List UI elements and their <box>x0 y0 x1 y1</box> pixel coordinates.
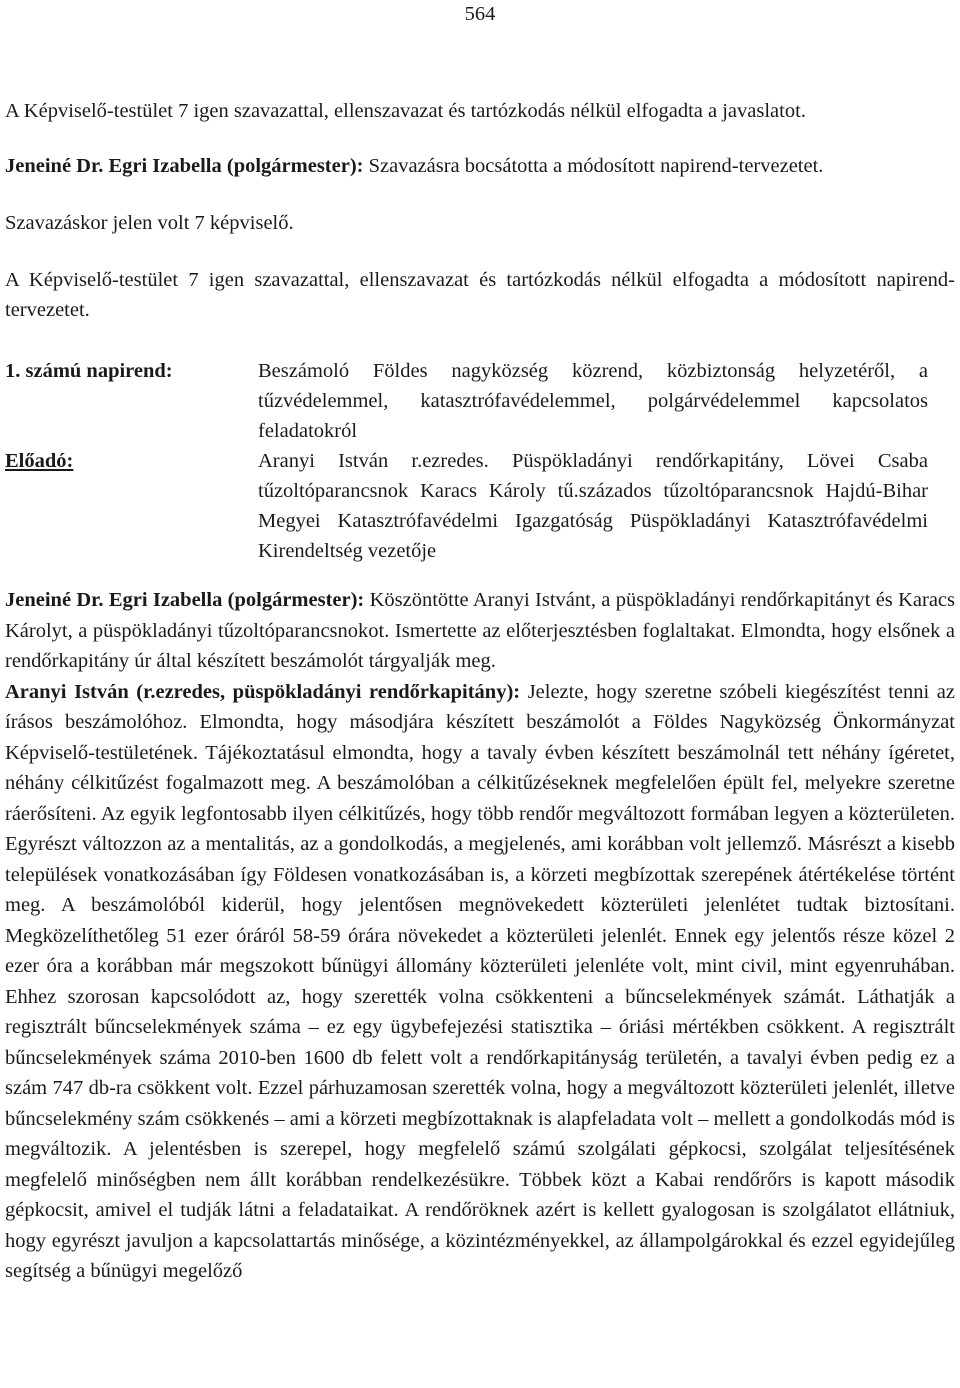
speaker-name: Jeneiné Dr. Egri Izabella (polgármester): <box>5 589 365 611</box>
paragraph-vote-result-1: A Képviselő-testület 7 igen szavazattal, ellenszavazat és tartózkodás nélkül elfogadta a javaslatot. <box>5 100 806 122</box>
paragraph-mayor-agenda <box>5 154 955 178</box>
presenter-label-text: Előadó: <box>5 450 74 472</box>
page-number: 564 <box>464 3 496 25</box>
agenda-item-text: Beszámoló Földes nagyközség közrend, közbiztonság helyzetéről, a tűzvédelemmel, katasztrófavédelemmel, polgárvédelemmel kapcsolatos feladatokról <box>258 360 928 442</box>
paragraph-vote-result-2: A Képviselő-testület 7 igen szavazattal, ellenszavazat és tartózkodás nélkül elfogadta a módosított napirend-tervezetet. <box>5 269 955 321</box>
paragraph-police-report <box>5 677 955 1287</box>
paragraph-mayor-welcome <box>5 585 955 677</box>
minutes-body <box>5 585 955 1287</box>
paragraph-text: Köszöntötte Aranyi Istvánt, a püspökladányi rendőrkapitányt és Karacs Károlyt, a püspökladányi tűzoltóparancsnokot. Ismertette az előterjesztésben foglaltakat. Elmondta, hogy elsőnek a rendőrkapitány úr által készített beszámolót tárgyalják meg. <box>5 589 955 672</box>
paragraph-text: Jelezte, hogy szeretne szóbeli kiegészítést tenni az írásos beszámolóhoz. Elmondta, hogy másodjára készített beszámolót a Földes Nagyközség Önkormányzat Képviselő-testületének. Tájékoztatásul elmondta, hogy a tavaly évben készített beszámolnál tett néhány ígéretet, néhány célkitűzést fogalmazott meg. A beszámolóban a célkitűzéseknek megfelelően épült fel, melyekre szeretne ráerősíteni. Az egyik legfontosabb ilyen célkitűzés, hogy több rendőr megváltozott formában legyen a közterületen. Egyrészt változzon az a mentalitás, az a gondolkodás, a megjelenés, ami korábban volt jellemző. Másrészt a kisebb települések vonatkozásában így Földesen vonatkozásában is, a körzeti megbízottak szerepének átértékelése történt meg. A beszámolóból kiderül, hogy jelentősen megnövekedett közterületi jelenlétet tudtak biztosítani. Megközelíthetőleg 51 ezer óráról 58-59 órára növekedet a közterületi jelenlét. Ennek egy jelentős része közel 2 ezer óra a korábban már megszokott bűnügyi állomány közterületi jelenléte volt, mint civil, mint egyenruhában. Ehhez szorosan kapcsolódott az, hogy szerették volna csökkenteni a bűncselekmények számát. Láthatják a regisztrált bűncselekmények száma – ez egy ügybefejezési statisztika – óriási mértékben csökkent. A regisztrált bűncselekmények száma 2010-ben 1600 db felett volt a rendőrkapitányság területén, a tavalyi évben pedig ez a szám 747 db-ra csökkent volt. Ezzel párhuzamosan szerették volna, hogy a megváltozott közterületi jelenlét, illetve bűncselekmény szám csökkenés – ami a körzeti megbízottaknak is alapfeladata volt – mellett a gondolkodás mód is megváltozik. A jelentésben is szerepel, hogy megfelelő számú szolgálati gépkocsi, szolgálat teljesítésének megfelelő minőségben nem állt korábban rendelkezésükre. Többek közt a Kabai rendőrőrs is kapott második gépkocsit, amivel el tudják látni a feladataikat. A rendőröknek azért is kellett gyalogosan is szolgálatot ellátniuk, hogy egyrészt javuljon a kapcsolattartás minősége, a közintézményekkel, az állampolgárokkal és ezzel egyidejűleg segítség a bűnügyi megelőző <box>5 680 955 1282</box>
speaker-name: Aranyi István (r.ezredes, püspökladányi rendőrkapitány): <box>5 680 521 703</box>
speaker-name: Jeneiné Dr. Egri Izabella (polgármester): <box>5 155 364 177</box>
agenda-item-label: 1. számú napirend: <box>5 360 173 382</box>
document-page <box>5 0 955 1287</box>
paragraph-attendance: Szavazáskor jelen volt 7 képviselő. <box>5 212 294 234</box>
presenter-text: Aranyi István r.ezredes. Püspökladányi rendőrkapitány, Lövei Csaba tűzoltóparancsnok Karacs Károly tű.százados tűzoltóparancsnok Hajdú-Bihar Megyei Katasztrófavédelmi Igazgatóság Püspökladányi Katasztrófavédelmi Kirendeltség vezetője <box>258 450 928 562</box>
paragraph-text: Szavazásra bocsátotta a módosított napirend-tervezetet. <box>363 155 824 177</box>
presenter-label <box>5 446 258 566</box>
agenda-item <box>5 356 955 566</box>
